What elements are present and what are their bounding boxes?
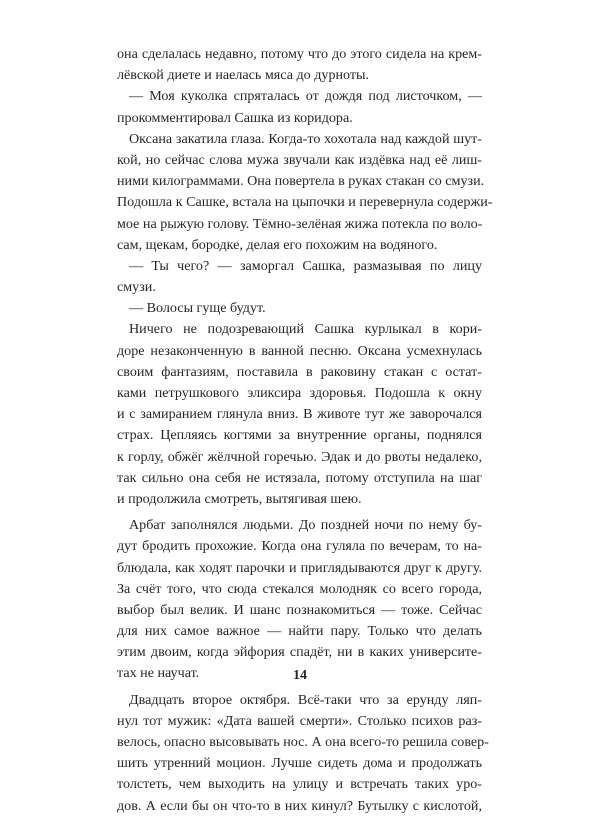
- body-text: [117, 44, 493, 817]
- text-line: За счёт того, что сюда стекался молодняк со всего города,: [117, 580, 482, 597]
- text-line: сам, щекам, бородке, делая его похожим на водяного.: [117, 236, 438, 253]
- text-line: нул тот мужик: «Дата вашей смерти». Столько психов раз-: [117, 712, 482, 729]
- text-line: — Волосы гуще будут.: [129, 300, 266, 317]
- text-line: страх. Цепляясь когтями за внутренние органы, поднялся: [117, 427, 482, 444]
- text-line: мое на рыжую голову. Тёмно-зелёная жижа потекла по воло-: [117, 215, 483, 232]
- text-line: ками петрушкового эликсира здоровья. Подошла к окну: [117, 385, 482, 401]
- text-line: Оксана закатила глаза. Когда-то хохотала над каждой шут-: [129, 130, 482, 147]
- text-line: и продолжила смотреть, вытягивая шею.: [117, 490, 362, 507]
- text-line: смузи.: [117, 279, 156, 296]
- text-line: выбор был велик. И шанс познакомиться — тоже. Сейчас: [117, 601, 482, 618]
- text-line: толстеть, чем выходить на улицу и встречать таких уро-: [117, 776, 482, 793]
- text-line: лёвской диете и наелась мяса до дурноты.: [117, 67, 370, 84]
- text-line: — Моя куколка спряталась от дождя под листочком, —: [129, 88, 482, 105]
- text-line: прокомментировал Сашка из коридора.: [117, 109, 353, 126]
- text-line: этим двоим, когда эйфория спадёт, ни в каких университе-: [117, 644, 482, 661]
- text-line: своим фантазиям, поставила в раковину стакан с остат-: [117, 363, 482, 380]
- text-line: доре незаконченную в ванной песню. Оксана усмехнулась: [117, 342, 482, 359]
- text-line: так сильно она себя не истязала, потому отступила на шаг: [117, 469, 482, 486]
- text-line: Ничего не подозревающий Сашка курлыкал в кори-: [129, 321, 482, 338]
- text-line: Арбат заполнялся людьми. До поздней ночи по нему бу-: [129, 517, 482, 534]
- text-line: дут бродить прохожие. Когда она гуляла по вечерам, то на-: [117, 538, 482, 555]
- text-line: к горлу, обжёг жёлчной горечью. Эдак и до рвоты недалеко,: [117, 448, 482, 465]
- text-line: — Ты чего? — заморгал Сашка, размазывая по лицу: [129, 257, 482, 274]
- text-line: велось, опасно высовывать нос. А она всего-то решила совер-: [117, 734, 489, 750]
- text-line: для них самое важное — найти пару. Только что делать: [117, 623, 482, 640]
- text-line: кой, но сейчас слова мужа звучали как издёвка над её лиш-: [117, 151, 482, 168]
- page-number: 14: [293, 668, 307, 683]
- text-line: шить утренний моцион. Лучше сидеть дома и продолжать: [117, 755, 482, 772]
- text-line: Подошла к Сашке, встала на цыпочки и перевернула содержи-: [117, 194, 493, 211]
- text-line: блюдала, как ходят парочки и приглядываются друг к другу.: [117, 559, 482, 576]
- text-line: дов. А если бы он что-то в них кинул? Бутылку с кислотой,: [117, 797, 482, 814]
- text-line: она сделалась недавно, потому что до этого сидела на крем-: [117, 46, 482, 62]
- text-line: тах не научат.: [117, 665, 200, 682]
- text-line: ними килограммами. Она повертела в руках стакан со смузи.: [117, 173, 485, 190]
- text-line: и с замиранием глянула вниз. В животе тут же заворочался: [117, 406, 482, 423]
- text-line: Двадцать второе октября. Всё-таки что за ерунду ляп-: [129, 691, 482, 708]
